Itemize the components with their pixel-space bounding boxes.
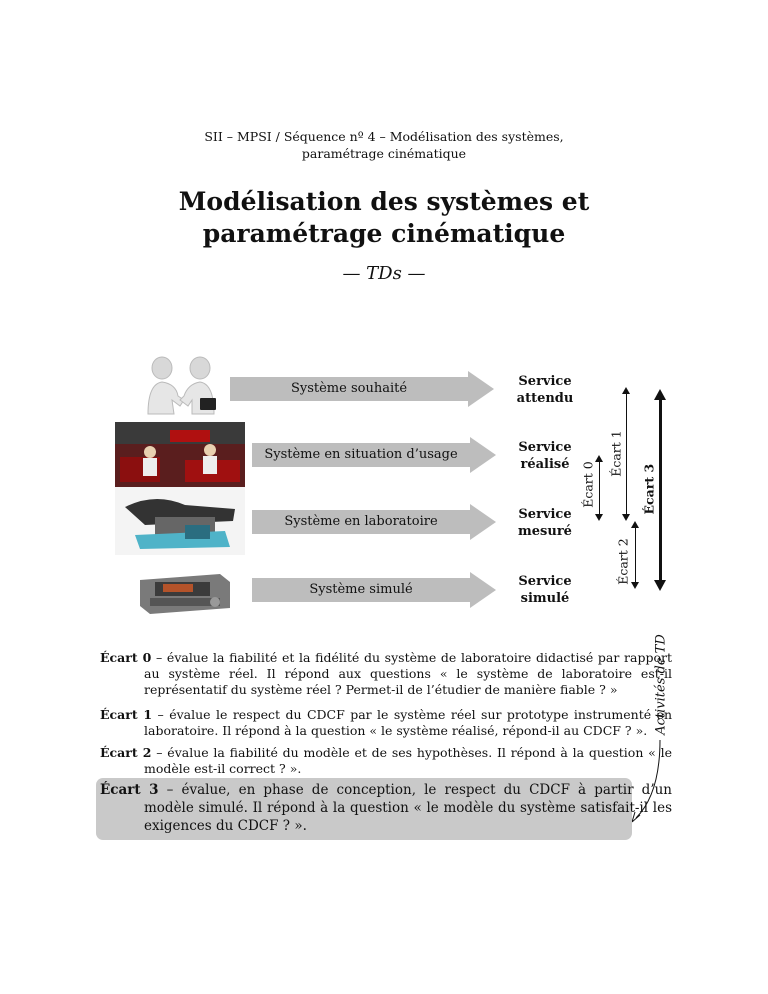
ecart2-label: Écart 2 (615, 538, 631, 585)
system-label-simule: Système simulé (309, 582, 413, 597)
definition-ecart3 (100, 781, 672, 835)
definition-ecart2 (100, 745, 672, 777)
arrow-laboratoire (252, 510, 470, 534)
ecart0-label: Écart 0 (580, 461, 596, 508)
ecart2-arrowhead-bottom (631, 582, 639, 589)
arrow-souhaite (230, 377, 468, 401)
service-simule (505, 573, 585, 607)
title-line-2: paramétrage cinématique (202, 219, 566, 248)
page-title (0, 186, 768, 250)
ecart1-label: Écart 1 (608, 430, 624, 477)
usage-photo (115, 422, 245, 487)
header-line-1: SII – MPSI / Séquence nº 4 – Modélisation des systèmes, (204, 129, 564, 144)
title-line-1: Modélisation des systèmes et (178, 187, 590, 216)
definition-ecart2-text: – évalue la fiabilité du modèle et de ses hypothèses. Il répond à la question « le modèle est-il correct ? ». (144, 745, 672, 776)
ecart3-label: Écart 3 (641, 463, 657, 515)
ecart3-arrowhead-bottom (654, 580, 666, 591)
service-mesure (505, 506, 585, 540)
definition-ecart1-term: Écart 1 (100, 707, 153, 722)
service-simule-line1: Service (518, 574, 572, 589)
definition-ecart2-term: Écart 2 (100, 745, 152, 760)
system-label-usage: Système en situation d’usage (264, 447, 458, 462)
ecart0-arrowhead-bottom (595, 514, 603, 521)
system-label-souhaite: Système souhaité (290, 381, 408, 396)
activites-td-label: Activités de TD (653, 634, 669, 735)
service-realise (505, 439, 585, 473)
definition-ecart0-term: Écart 0 (100, 650, 152, 665)
ecart1-arrowhead-top (622, 387, 630, 394)
cad-model-image (135, 568, 235, 618)
service-attendu-line2: attendu (516, 391, 574, 406)
service-attendu (505, 373, 585, 407)
service-realise-line1: Service (518, 440, 572, 455)
header-line-2: paramétrage cinématique (301, 146, 467, 161)
ecart3-arrowhead-top (654, 389, 666, 400)
service-realise-line2: réalisé (520, 457, 570, 472)
system-label-laboratoire: Système en laboratoire (284, 514, 438, 529)
arrow-simule (252, 578, 470, 602)
handshake-people-icon (140, 356, 222, 418)
definition-ecart3-text: – évalue, en phase de conception, le respect du CDCF à partir d’un modèle simulé. Il répond à la question « le modèle du système satisfait-il les exigences du CDCF ? ». (144, 782, 673, 834)
service-simule-line2: simulé (520, 591, 570, 606)
arrow-usage (252, 443, 470, 467)
page-header (0, 128, 768, 162)
ecart2-line (635, 526, 636, 582)
ecart1-arrowhead-bottom (622, 514, 630, 521)
definition-ecart3-term: Écart 3 (100, 782, 159, 798)
definition-ecart0 (100, 650, 672, 698)
service-mesure-line1: Service (518, 507, 572, 522)
ecart0-line (599, 460, 600, 514)
ecart0-arrowhead-top (595, 455, 603, 462)
page-subtitle: — TDs — (342, 263, 426, 284)
definition-ecart1-text: – évalue le respect du CDCF par le système réel sur prototype instrumenté en laboratoire. Il répond à la question « le système réalisé, répond-il au CDCF ? ». (144, 707, 672, 738)
service-attendu-line1: Service (518, 374, 572, 389)
ecart3-line (659, 398, 662, 580)
lab-system-photo (115, 487, 245, 555)
ecart1-line (626, 392, 627, 514)
definition-ecart1 (100, 707, 672, 739)
service-mesure-line2: mesuré (518, 524, 572, 539)
ecart2-arrowhead-top (631, 521, 639, 528)
definition-ecart0-text: – évalue la fiabilité et la fidélité du système de laboratoire didactisé par rapport au système réel. Il répond aux questions « le système de laboratoire est-il représentatif du système réel ? Permet-il de l’étudier de manière fiable ? » (144, 650, 672, 697)
